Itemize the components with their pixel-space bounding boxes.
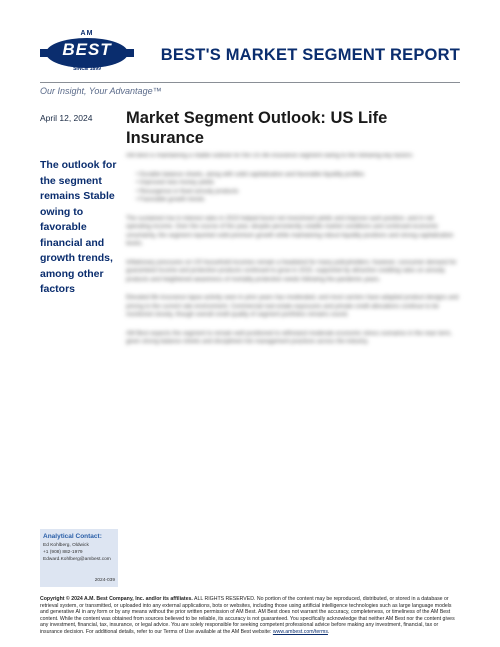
report-code: 2024-039 (94, 578, 115, 583)
list-item: • Durable balance sheets, along with solid capitalization and favorable liquidity profiles (136, 171, 365, 178)
logo-best-text: BEST (62, 40, 112, 59)
report-date: April 12, 2024 (40, 113, 93, 123)
body-paragraph: Inflationary pressures on US household incomes remain a headwind for many policyholders; however, consumer demand for guaranteed income and protection products continued to grow in 2023, supported by attractive crediting rates on annuity products and heightened awareness of mortality protection needs following the pandemic years. (126, 259, 457, 283)
body-paragraph: Elevated life insurance lapse activity seen in prior years has moderated, and most carriers have adapted product designs and pricing to the current rate environment. Commercial real estate exposures and private credit allocations continue to be monitored closely, though overall credit quality of segment portfolios remains sound. (126, 295, 459, 318)
body-paragraph: AM Best expects the segment to remain well positioned to withstand moderate economic stress scenarios in the near term, given strong balance sheets and disciplined risk management practices across the industry. (126, 330, 452, 345)
list-item: • Resurgence in fixed annuity products (136, 188, 239, 195)
contact-name: Ed Kohlberg, Oldwick (43, 543, 89, 548)
body-paragraph: The sustained rise in interest rates in 2023 helped boost net investment yields and improve cash position, and in net operating income. Over the course of the year, despite persistently volatile market conditions and continued economic uncertainty, the segment reported solid premium growth while maintaining robust liquidity positions and strong capitalization levels. (126, 215, 454, 247)
copyright-footer (40, 596, 460, 636)
body-bullet-list (126, 171, 460, 205)
page-title: Market Segment Outlook: US Life Insurance (126, 109, 388, 147)
logo-since-text: SINCE 1899 (73, 66, 101, 72)
copyright-notice: Copyright © 2024 A.M. Best Company, Inc. and/or its affiliates. (40, 596, 193, 602)
tagline: Our Insight, Your Advantage™ (40, 86, 162, 96)
body-intro: AM Best is maintaining a Stable outlook for the US life insurance segment owing to the following key factors: (126, 153, 414, 159)
contact-email[interactable]: Edward.Kohlberg@ambest.com (43, 557, 111, 562)
contact-label: Analytical Contact: (43, 533, 102, 540)
terms-link[interactable]: www.ambest.com/terms (272, 628, 328, 635)
sidebar-pull-quote: The outlook for the segment remains Stable owing to favorable financial and growth trends, among other factors (40, 159, 117, 295)
logo-am-text: AM (80, 30, 94, 37)
contact-phone[interactable]: +1 (908) 882-1979 (43, 550, 83, 555)
report-header (0, 0, 500, 100)
header-divider (40, 82, 460, 83)
am-best-logo[interactable] (40, 30, 134, 76)
article-body (126, 152, 460, 560)
list-item: • Favorable growth trends (136, 197, 205, 203)
footer-end: . (327, 628, 330, 635)
report-type-title: BEST'S MARKET SEGMENT REPORT (160, 46, 460, 64)
analytical-contact-box (40, 529, 118, 587)
rights-text: ALL RIGHTS RESERVED. No portion of the content may be reproduced, distributed, or stored in a database or retrieval system, or transmitted, or uploaded into any external applications, bots or websites, including those using artificial intelligence technologies such as large language models and generative AI in any form or by any means without the prior written permission of AM Best. AM Best does not warrant the accuracy, completeness, or timeliness of the AM Best content. While the content was obtained from sources believed to be reliable, its accuracy is not guaranteed. You specifically acknowledge that neither AM Best nor the content gives any investment, financial, tax, insurance, or legal advice. You are solely responsible for seeking competent professional advice before making any investment, financial, tax or insurance decision. For additional details, refer to our Terms of Use available at the AM Best website: (40, 596, 455, 635)
list-item: • Improved new money yields (136, 180, 215, 186)
